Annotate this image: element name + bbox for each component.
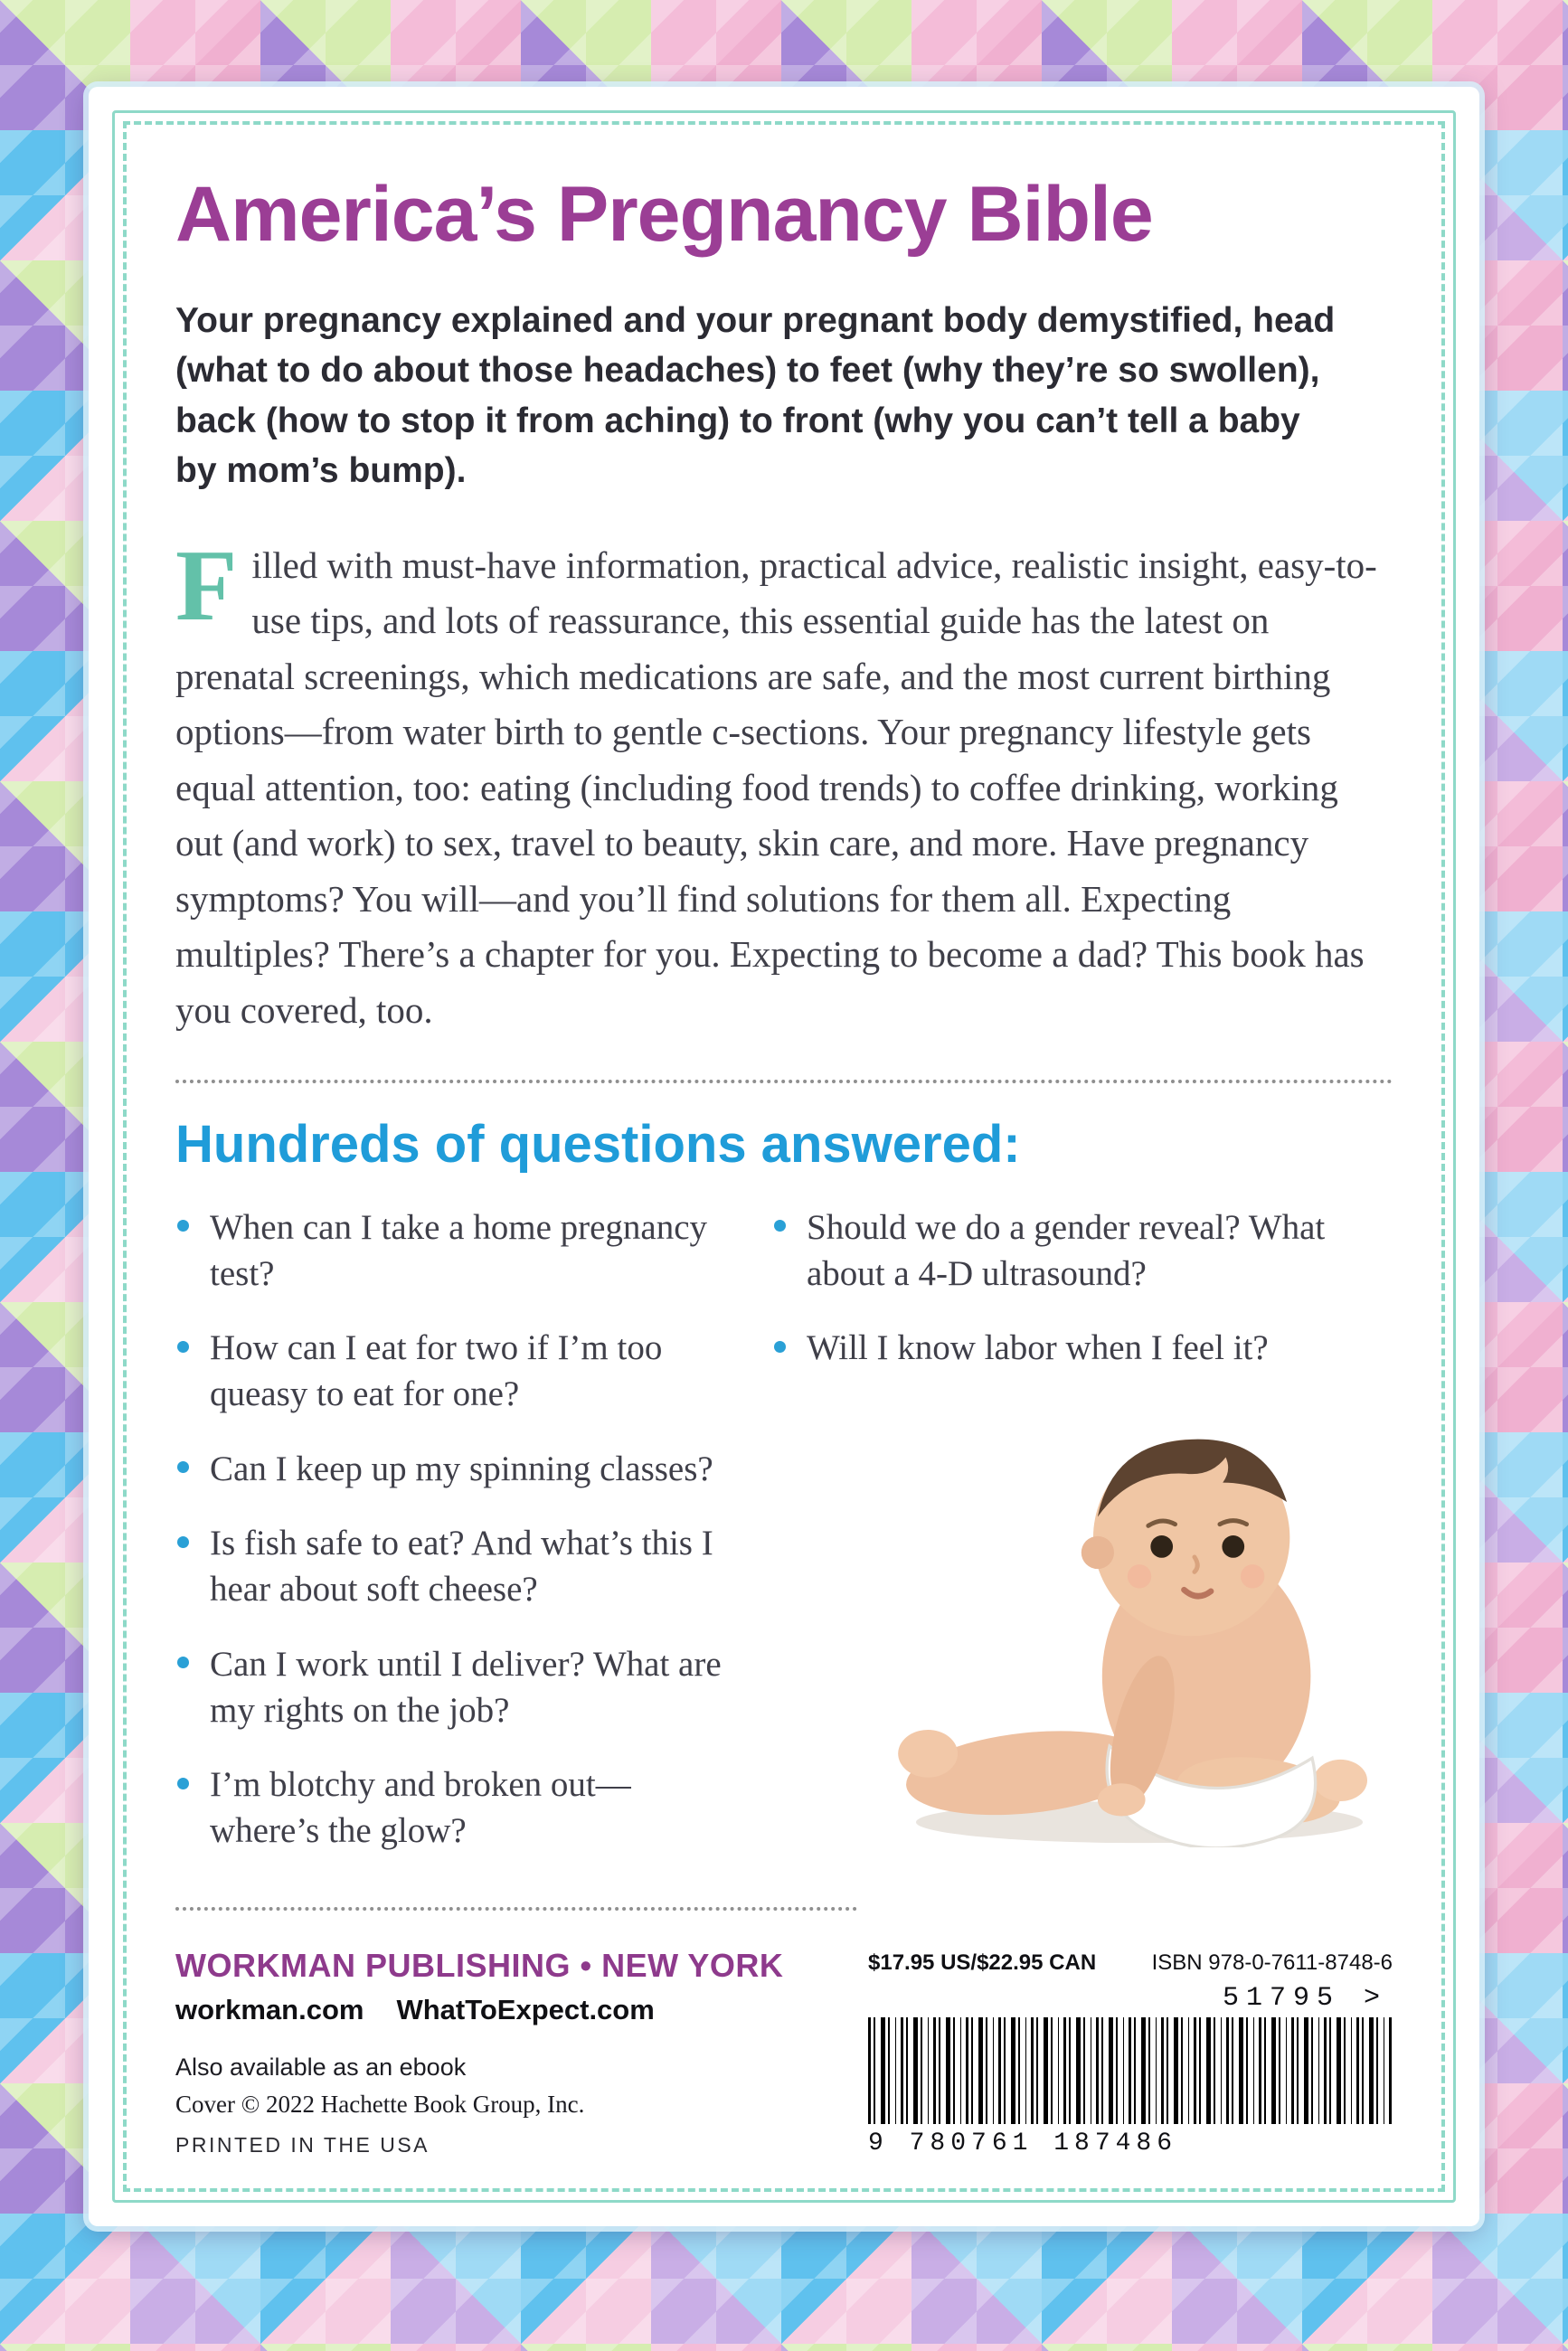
price-text: $17.95 US/$22.95 CAN: [868, 1950, 1097, 1975]
question-item: [175, 1205, 729, 1297]
ebook-note: Also available as an ebook: [175, 2053, 467, 2081]
bullet-dot-icon: [177, 1778, 189, 1789]
bullet-dot-icon: [177, 1220, 189, 1232]
question-item: [175, 1762, 729, 1854]
isbn-text: ISBN 978-0-7611-8748-6: [1151, 1950, 1393, 1975]
question-text: How can I eat for two if I’m too queasy to eat for one?: [210, 1328, 663, 1414]
publisher-websites: [175, 1994, 783, 2026]
baby-photo: [772, 1401, 1393, 1852]
bullet-dot-icon: [177, 1657, 189, 1668]
question-item: [175, 1326, 729, 1417]
price-isbn-line: [868, 1950, 1393, 1976]
intro-paragraph: Your pregnancy explained and your pregnant body demystified, head (what to do about those headaches) to feet (why they’re so swollen), back (how to stop it from aching) to front (why you can’t tell a baby by mom’s bump).: [175, 301, 1336, 491]
questions-columns: [175, 1205, 1393, 1884]
question-item: [772, 1326, 1393, 1372]
dotted-divider-bottom: [175, 1907, 857, 1911]
questions-left-column: [175, 1205, 729, 1884]
barcode-digits: 9 780761 187486: [868, 2129, 1178, 2157]
baby-illustration: [886, 1401, 1393, 1847]
bullet-dot-icon: [774, 1220, 786, 1232]
copyright-line: Cover © 2022 Hachette Book Group, Inc.: [175, 2090, 585, 2118]
website-whattoexpect: WhatToExpect.com: [396, 1993, 655, 2025]
question-item: [175, 1521, 729, 1612]
printed-line: PRINTED IN THE USA: [175, 2132, 430, 2157]
questions-right-column: [772, 1205, 1393, 1884]
cover-card: [89, 87, 1479, 2226]
question-text: I’m blotchy and broken out—where’s the glow?: [210, 1765, 631, 1850]
publisher-name: WORKMAN PUBLISHING • NEW YORK: [175, 1946, 784, 1984]
footer-block: [175, 1947, 1393, 2157]
cover-content: [175, 157, 1393, 2168]
bullet-dot-icon: [774, 1341, 786, 1353]
question-item: [175, 1447, 729, 1493]
question-text: Is fish safe to eat? And what’s this I hear about soft cheese?: [210, 1524, 713, 1610]
body-paragraph-text: illed with must-have information, practical advice, realistic insight, easy-to-use tips, and lots of reassurance, this essential guide has the latest on prenatal screenings, which medications are safe, and the most current birthing options—from water birth to gentle c-sections. Your pregnancy lifestyle gets equal attention, too: eating (including food trends) to coffee drinking, working out (and work) to sex, travel to beauty, skin care, and more. Have pregnancy symptoms? You will—and you’ll find solutions for them all. Expecting multiples? There’s a chapter for you. Expecting to become a dad? This book has you covered, too.: [175, 543, 1377, 1031]
body-paragraph: [175, 529, 1378, 1039]
dotted-divider-top: [175, 1080, 1393, 1083]
questions-heading: Hundreds of questions answered:: [175, 1115, 1021, 1174]
barcode-bars: [868, 2017, 1393, 2124]
bullet-dot-icon: [177, 1341, 189, 1353]
bullet-dot-icon: [177, 1461, 189, 1473]
question-text: Can I keep up my spinning classes?: [210, 1449, 713, 1488]
website-workman: workman.com: [175, 1993, 364, 2025]
upc-addon-text: 51795 >: [1222, 1982, 1387, 2014]
question-item: [175, 1642, 729, 1733]
question-text: Will I know labor when I feel it?: [807, 1328, 1269, 1368]
question-text: Can I work until I deliver? What are my rights on the job?: [210, 1644, 722, 1730]
bullet-dot-icon: [177, 1536, 189, 1548]
publisher-block: [175, 1947, 783, 2157]
dropcap-letter: F: [175, 529, 238, 642]
barcode-block: [868, 1947, 1393, 2157]
question-text: Should we do a gender reveal? What about a 4-D ultrasound?: [807, 1208, 1326, 1293]
question-item: [772, 1205, 1393, 1297]
question-text: When can I take a home pregnancy test?: [210, 1208, 708, 1293]
page-title: America’s Pregnancy Bible: [175, 171, 1153, 258]
